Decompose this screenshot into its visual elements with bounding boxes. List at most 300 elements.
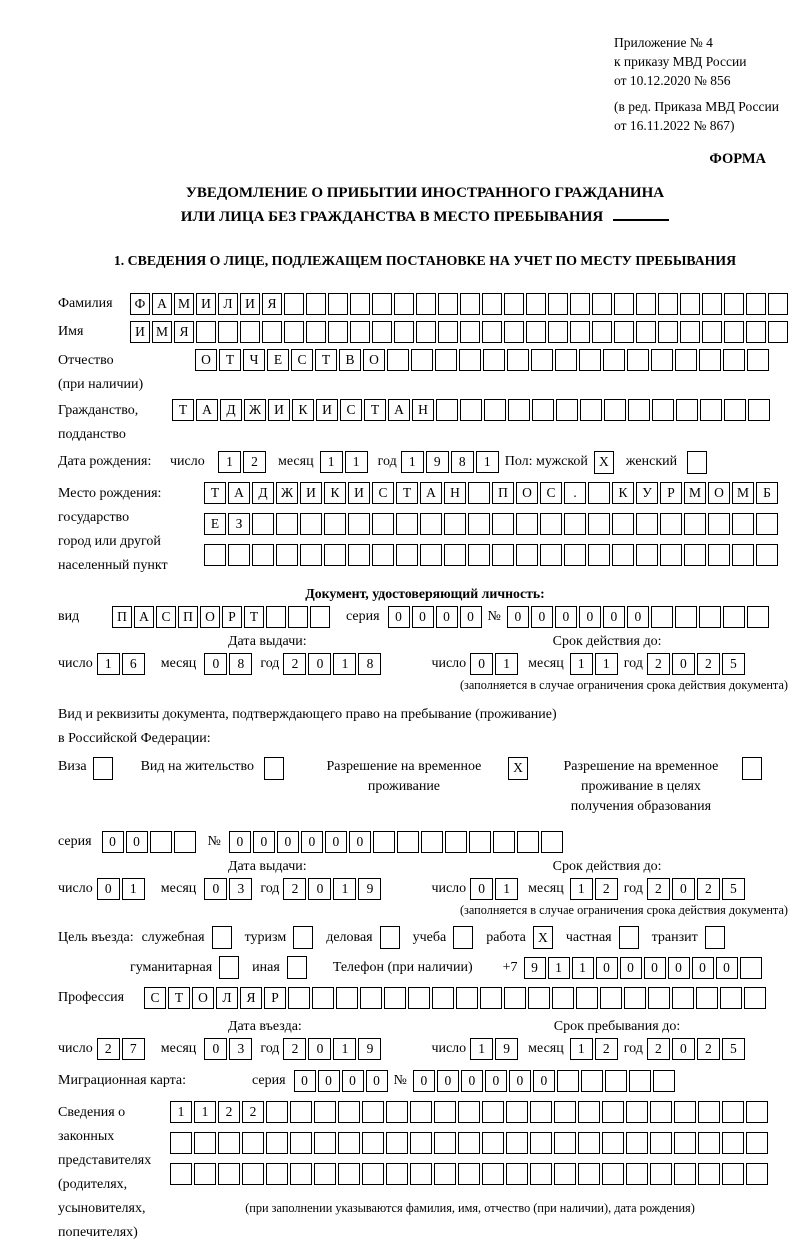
char-cell[interactable] — [554, 1163, 576, 1185]
char-cell[interactable] — [435, 349, 457, 371]
char-cell[interactable] — [636, 544, 658, 566]
char-cell[interactable]: Я — [262, 293, 282, 315]
char-cell[interactable] — [218, 1163, 240, 1185]
char-cell[interactable] — [410, 1163, 432, 1185]
char-cell[interactable] — [556, 399, 578, 421]
char-cell[interactable] — [228, 544, 250, 566]
char-cell[interactable]: Т — [172, 399, 194, 421]
char-cell[interactable] — [548, 321, 568, 343]
char-cell[interactable]: К — [292, 399, 314, 421]
char-cell[interactable] — [605, 1070, 627, 1092]
char-cell[interactable] — [626, 1132, 648, 1154]
char-cell[interactable] — [708, 513, 730, 535]
char-cell[interactable]: 1 — [333, 878, 356, 900]
char-cell[interactable]: 2 — [218, 1101, 240, 1123]
char-cell[interactable]: К — [612, 482, 634, 504]
char-cell[interactable]: В — [339, 349, 361, 371]
char-cell[interactable]: 0 — [253, 831, 275, 853]
char-cell[interactable]: И — [316, 399, 338, 421]
char-cell[interactable] — [578, 1132, 600, 1154]
char-cell[interactable]: М — [684, 482, 706, 504]
char-cell[interactable] — [602, 1132, 624, 1154]
char-cell[interactable] — [650, 1132, 672, 1154]
char-cell[interactable]: 9 — [358, 1038, 381, 1060]
purpose-option-checkbox[interactable] — [380, 926, 400, 949]
char-cell[interactable]: 0 — [277, 831, 299, 853]
char-cell[interactable]: Я — [240, 987, 262, 1009]
char-cell[interactable]: 0 — [716, 957, 738, 979]
char-cell[interactable] — [746, 1101, 768, 1123]
char-cell[interactable] — [396, 513, 418, 535]
char-cell[interactable] — [482, 1101, 504, 1123]
char-cell[interactable] — [720, 987, 742, 1009]
char-cell[interactable] — [674, 1163, 696, 1185]
char-cell[interactable] — [648, 987, 670, 1009]
char-cell[interactable] — [288, 606, 308, 628]
char-cell[interactable] — [410, 1132, 432, 1154]
char-cell[interactable] — [588, 513, 610, 535]
char-cell[interactable]: 0 — [470, 878, 493, 900]
char-cell[interactable] — [438, 321, 458, 343]
char-cell[interactable]: О — [516, 482, 538, 504]
char-cell[interactable] — [468, 482, 490, 504]
char-cell[interactable] — [444, 544, 466, 566]
char-cell[interactable]: 0 — [342, 1070, 364, 1092]
char-cell[interactable] — [624, 987, 646, 1009]
char-cell[interactable]: 1 — [333, 653, 356, 675]
purpose-option-checkbox[interactable]: X — [533, 926, 553, 949]
char-cell[interactable] — [702, 293, 722, 315]
char-cell[interactable]: 1 — [595, 653, 618, 675]
char-cell[interactable] — [262, 321, 282, 343]
char-cell[interactable] — [702, 321, 722, 343]
char-cell[interactable] — [218, 321, 238, 343]
char-cell[interactable] — [288, 987, 310, 1009]
char-cell[interactable]: 0 — [620, 957, 642, 979]
char-cell[interactable] — [386, 1132, 408, 1154]
char-cell[interactable] — [555, 349, 577, 371]
char-cell[interactable]: И — [348, 482, 370, 504]
char-cell[interactable]: 0 — [533, 1070, 555, 1092]
char-cell[interactable]: С — [340, 399, 362, 421]
char-cell[interactable]: 0 — [531, 606, 553, 628]
char-cell[interactable]: 6 — [122, 653, 145, 675]
char-cell[interactable] — [290, 1163, 312, 1185]
char-cell[interactable]: 9 — [358, 878, 381, 900]
char-cell[interactable] — [746, 321, 766, 343]
char-cell[interactable] — [552, 987, 574, 1009]
char-cell[interactable] — [266, 606, 286, 628]
char-cell[interactable] — [530, 1132, 552, 1154]
char-cell[interactable] — [456, 987, 478, 1009]
purpose-option-checkbox[interactable] — [212, 926, 232, 949]
char-cell[interactable] — [373, 831, 395, 853]
char-cell[interactable] — [276, 513, 298, 535]
char-cell[interactable] — [650, 1163, 672, 1185]
char-cell[interactable] — [557, 1070, 579, 1092]
char-cell[interactable]: К — [324, 482, 346, 504]
char-cell[interactable] — [580, 399, 602, 421]
char-cell[interactable]: Л — [218, 293, 238, 315]
char-cell[interactable]: С — [156, 606, 176, 628]
char-cell[interactable] — [314, 1163, 336, 1185]
char-cell[interactable] — [458, 1163, 480, 1185]
temp-residence-checkbox[interactable]: X — [508, 757, 528, 780]
char-cell[interactable] — [651, 606, 673, 628]
char-cell[interactable] — [629, 1070, 651, 1092]
char-cell[interactable] — [290, 1132, 312, 1154]
char-cell[interactable] — [660, 513, 682, 535]
char-cell[interactable]: А — [228, 482, 250, 504]
char-cell[interactable] — [698, 1163, 720, 1185]
char-cell[interactable] — [684, 513, 706, 535]
char-cell[interactable] — [300, 513, 322, 535]
char-cell[interactable] — [628, 399, 650, 421]
char-cell[interactable]: Л — [216, 987, 238, 1009]
char-cell[interactable]: О — [708, 482, 730, 504]
char-cell[interactable]: И — [240, 293, 260, 315]
char-cell[interactable]: 0 — [509, 1070, 531, 1092]
char-cell[interactable] — [508, 399, 530, 421]
char-cell[interactable] — [506, 1163, 528, 1185]
char-cell[interactable]: 8 — [451, 451, 474, 473]
char-cell[interactable] — [324, 544, 346, 566]
char-cell[interactable] — [348, 544, 370, 566]
char-cell[interactable]: 7 — [122, 1038, 145, 1060]
char-cell[interactable] — [675, 349, 697, 371]
char-cell[interactable]: 1 — [495, 653, 518, 675]
char-cell[interactable]: 0 — [204, 653, 227, 675]
char-cell[interactable]: 0 — [692, 957, 714, 979]
char-cell[interactable]: М — [174, 293, 194, 315]
char-cell[interactable]: 0 — [507, 606, 529, 628]
char-cell[interactable]: М — [152, 321, 172, 343]
char-cell[interactable]: О — [363, 349, 385, 371]
char-cell[interactable]: 3 — [229, 878, 252, 900]
char-cell[interactable]: 1 — [97, 653, 120, 675]
char-cell[interactable] — [698, 1101, 720, 1123]
char-cell[interactable] — [554, 1101, 576, 1123]
char-cell[interactable] — [708, 544, 730, 566]
char-cell[interactable] — [170, 1163, 192, 1185]
char-cell[interactable]: Т — [219, 349, 241, 371]
char-cell[interactable] — [312, 987, 334, 1009]
char-cell[interactable] — [651, 349, 673, 371]
char-cell[interactable] — [747, 606, 769, 628]
char-cell[interactable] — [674, 1101, 696, 1123]
char-cell[interactable]: О — [192, 987, 214, 1009]
char-cell[interactable] — [740, 957, 762, 979]
char-cell[interactable] — [540, 544, 562, 566]
char-cell[interactable]: 0 — [102, 831, 124, 853]
char-cell[interactable]: С — [291, 349, 313, 371]
char-cell[interactable] — [480, 987, 502, 1009]
char-cell[interactable]: 1 — [194, 1101, 216, 1123]
char-cell[interactable]: 2 — [283, 1038, 306, 1060]
char-cell[interactable]: И — [196, 293, 216, 315]
char-cell[interactable] — [504, 987, 526, 1009]
char-cell[interactable] — [592, 321, 612, 343]
char-cell[interactable]: И — [300, 482, 322, 504]
char-cell[interactable]: 2 — [595, 1038, 618, 1060]
char-cell[interactable]: 2 — [647, 653, 670, 675]
char-cell[interactable]: А — [152, 293, 172, 315]
purpose-option-checkbox[interactable] — [287, 956, 307, 979]
char-cell[interactable] — [614, 293, 634, 315]
char-cell[interactable] — [328, 293, 348, 315]
purpose-option-checkbox[interactable] — [619, 926, 639, 949]
char-cell[interactable] — [506, 1101, 528, 1123]
char-cell[interactable] — [350, 321, 370, 343]
residence-permit-checkbox[interactable] — [264, 757, 284, 780]
char-cell[interactable] — [576, 987, 598, 1009]
char-cell[interactable]: 5 — [722, 1038, 745, 1060]
char-cell[interactable] — [484, 399, 506, 421]
char-cell[interactable]: 2 — [242, 1101, 264, 1123]
char-cell[interactable] — [410, 1101, 432, 1123]
char-cell[interactable] — [338, 1101, 360, 1123]
char-cell[interactable] — [528, 987, 550, 1009]
char-cell[interactable] — [744, 987, 766, 1009]
char-cell[interactable] — [570, 321, 590, 343]
char-cell[interactable] — [602, 1101, 624, 1123]
char-cell[interactable] — [581, 1070, 603, 1092]
char-cell[interactable] — [680, 321, 700, 343]
char-cell[interactable]: Ч — [243, 349, 265, 371]
char-cell[interactable] — [266, 1101, 288, 1123]
char-cell[interactable]: 0 — [388, 606, 410, 628]
char-cell[interactable] — [434, 1163, 456, 1185]
char-cell[interactable] — [468, 513, 490, 535]
gender-female-checkbox[interactable] — [687, 451, 707, 474]
char-cell[interactable]: 0 — [437, 1070, 459, 1092]
char-cell[interactable] — [416, 293, 436, 315]
char-cell[interactable] — [170, 1132, 192, 1154]
char-cell[interactable]: 0 — [672, 878, 695, 900]
char-cell[interactable]: Р — [222, 606, 242, 628]
char-cell[interactable] — [722, 1132, 744, 1154]
char-cell[interactable]: Т — [244, 606, 264, 628]
char-cell[interactable]: 1 — [401, 451, 424, 473]
char-cell[interactable] — [387, 349, 409, 371]
char-cell[interactable] — [482, 321, 502, 343]
char-cell[interactable] — [676, 399, 698, 421]
char-cell[interactable]: Е — [267, 349, 289, 371]
char-cell[interactable] — [602, 1163, 624, 1185]
char-cell[interactable]: Р — [264, 987, 286, 1009]
char-cell[interactable]: Н — [412, 399, 434, 421]
char-cell[interactable] — [724, 399, 746, 421]
char-cell[interactable] — [578, 1163, 600, 1185]
char-cell[interactable] — [362, 1101, 384, 1123]
char-cell[interactable]: 0 — [294, 1070, 316, 1092]
char-cell[interactable] — [570, 293, 590, 315]
purpose-option-checkbox[interactable] — [705, 926, 725, 949]
char-cell[interactable]: 1 — [572, 957, 594, 979]
char-cell[interactable]: 0 — [126, 831, 148, 853]
char-cell[interactable] — [700, 399, 722, 421]
char-cell[interactable]: С — [144, 987, 166, 1009]
char-cell[interactable] — [338, 1132, 360, 1154]
char-cell[interactable] — [266, 1163, 288, 1185]
char-cell[interactable]: 9 — [495, 1038, 518, 1060]
char-cell[interactable] — [362, 1132, 384, 1154]
char-cell[interactable] — [650, 1101, 672, 1123]
char-cell[interactable] — [328, 321, 348, 343]
char-cell[interactable] — [386, 1163, 408, 1185]
char-cell[interactable] — [252, 544, 274, 566]
char-cell[interactable] — [314, 1101, 336, 1123]
char-cell[interactable] — [372, 544, 394, 566]
char-cell[interactable] — [438, 293, 458, 315]
char-cell[interactable]: Ж — [244, 399, 266, 421]
char-cell[interactable]: . — [564, 482, 586, 504]
char-cell[interactable] — [284, 321, 304, 343]
char-cell[interactable] — [674, 1132, 696, 1154]
char-cell[interactable] — [526, 293, 546, 315]
char-cell[interactable] — [482, 1132, 504, 1154]
char-cell[interactable]: 0 — [461, 1070, 483, 1092]
char-cell[interactable]: 1 — [570, 653, 593, 675]
char-cell[interactable] — [504, 321, 524, 343]
char-cell[interactable]: И — [268, 399, 290, 421]
char-cell[interactable]: П — [492, 482, 514, 504]
char-cell[interactable]: 0 — [229, 831, 251, 853]
char-cell[interactable]: 0 — [349, 831, 371, 853]
char-cell[interactable] — [746, 1163, 768, 1185]
char-cell[interactable] — [300, 544, 322, 566]
char-cell[interactable]: 9 — [524, 957, 546, 979]
char-cell[interactable] — [699, 606, 721, 628]
char-cell[interactable]: 2 — [697, 878, 720, 900]
char-cell[interactable] — [434, 1101, 456, 1123]
char-cell[interactable]: 3 — [229, 1038, 252, 1060]
char-cell[interactable]: 0 — [644, 957, 666, 979]
char-cell[interactable]: 2 — [283, 878, 306, 900]
char-cell[interactable] — [240, 321, 260, 343]
char-cell[interactable]: Р — [660, 482, 682, 504]
char-cell[interactable]: Д — [252, 482, 274, 504]
char-cell[interactable] — [394, 321, 414, 343]
char-cell[interactable]: 0 — [308, 878, 331, 900]
char-cell[interactable]: Н — [444, 482, 466, 504]
char-cell[interactable]: 1 — [333, 1038, 356, 1060]
char-cell[interactable] — [460, 293, 480, 315]
char-cell[interactable] — [626, 1163, 648, 1185]
char-cell[interactable] — [592, 293, 612, 315]
char-cell[interactable] — [680, 293, 700, 315]
char-cell[interactable] — [746, 1132, 768, 1154]
char-cell[interactable]: 2 — [697, 653, 720, 675]
char-cell[interactable] — [493, 831, 515, 853]
char-cell[interactable] — [314, 1132, 336, 1154]
char-cell[interactable]: 1 — [570, 1038, 593, 1060]
char-cell[interactable] — [482, 293, 502, 315]
char-cell[interactable]: 0 — [413, 1070, 435, 1092]
char-cell[interactable]: У — [636, 482, 658, 504]
char-cell[interactable] — [290, 1101, 312, 1123]
char-cell[interactable] — [411, 349, 433, 371]
char-cell[interactable] — [672, 987, 694, 1009]
char-cell[interactable] — [336, 987, 358, 1009]
char-cell[interactable]: 0 — [668, 957, 690, 979]
char-cell[interactable]: 2 — [647, 1038, 670, 1060]
char-cell[interactable] — [324, 513, 346, 535]
char-cell[interactable] — [218, 1132, 240, 1154]
char-cell[interactable] — [492, 544, 514, 566]
char-cell[interactable]: А — [196, 399, 218, 421]
char-cell[interactable] — [434, 1132, 456, 1154]
char-cell[interactable]: О — [195, 349, 217, 371]
char-cell[interactable]: 1 — [470, 1038, 493, 1060]
char-cell[interactable] — [416, 321, 436, 343]
char-cell[interactable]: 1 — [570, 878, 593, 900]
char-cell[interactable]: 1 — [548, 957, 570, 979]
char-cell[interactable] — [396, 544, 418, 566]
char-cell[interactable] — [504, 293, 524, 315]
char-cell[interactable]: Т — [396, 482, 418, 504]
char-cell[interactable]: 5 — [722, 653, 745, 675]
char-cell[interactable]: 5 — [722, 878, 745, 900]
char-cell[interactable] — [204, 544, 226, 566]
char-cell[interactable]: 1 — [320, 451, 343, 473]
char-cell[interactable]: Б — [756, 482, 778, 504]
char-cell[interactable] — [747, 349, 769, 371]
char-cell[interactable] — [698, 1132, 720, 1154]
char-cell[interactable]: Я — [174, 321, 194, 343]
char-cell[interactable] — [242, 1163, 264, 1185]
char-cell[interactable] — [492, 513, 514, 535]
char-cell[interactable] — [612, 513, 634, 535]
char-cell[interactable]: 0 — [672, 1038, 695, 1060]
char-cell[interactable]: 0 — [318, 1070, 340, 1092]
char-cell[interactable] — [372, 513, 394, 535]
char-cell[interactable] — [658, 321, 678, 343]
char-cell[interactable] — [564, 544, 586, 566]
char-cell[interactable]: Т — [204, 482, 226, 504]
char-cell[interactable] — [362, 1163, 384, 1185]
char-cell[interactable]: 0 — [325, 831, 347, 853]
char-cell[interactable]: 9 — [426, 451, 449, 473]
char-cell[interactable] — [578, 1101, 600, 1123]
char-cell[interactable]: 0 — [596, 957, 618, 979]
char-cell[interactable]: 0 — [555, 606, 577, 628]
char-cell[interactable] — [756, 513, 778, 535]
char-cell[interactable] — [194, 1132, 216, 1154]
char-cell[interactable] — [276, 544, 298, 566]
char-cell[interactable]: И — [130, 321, 150, 343]
char-cell[interactable] — [636, 321, 656, 343]
char-cell[interactable] — [541, 831, 563, 853]
char-cell[interactable] — [420, 513, 442, 535]
char-cell[interactable]: 2 — [595, 878, 618, 900]
char-cell[interactable]: 0 — [366, 1070, 388, 1092]
char-cell[interactable] — [372, 321, 392, 343]
char-cell[interactable] — [460, 399, 482, 421]
char-cell[interactable]: 2 — [283, 653, 306, 675]
char-cell[interactable] — [748, 399, 770, 421]
char-cell[interactable]: Ж — [276, 482, 298, 504]
char-cell[interactable]: 1 — [218, 451, 241, 473]
char-cell[interactable] — [564, 513, 586, 535]
temp-residence-education-checkbox[interactable] — [742, 757, 762, 780]
visa-checkbox[interactable] — [93, 757, 113, 780]
char-cell[interactable]: 1 — [170, 1101, 192, 1123]
char-cell[interactable] — [242, 1132, 264, 1154]
char-cell[interactable]: 0 — [308, 1038, 331, 1060]
char-cell[interactable] — [768, 293, 788, 315]
char-cell[interactable] — [150, 831, 172, 853]
